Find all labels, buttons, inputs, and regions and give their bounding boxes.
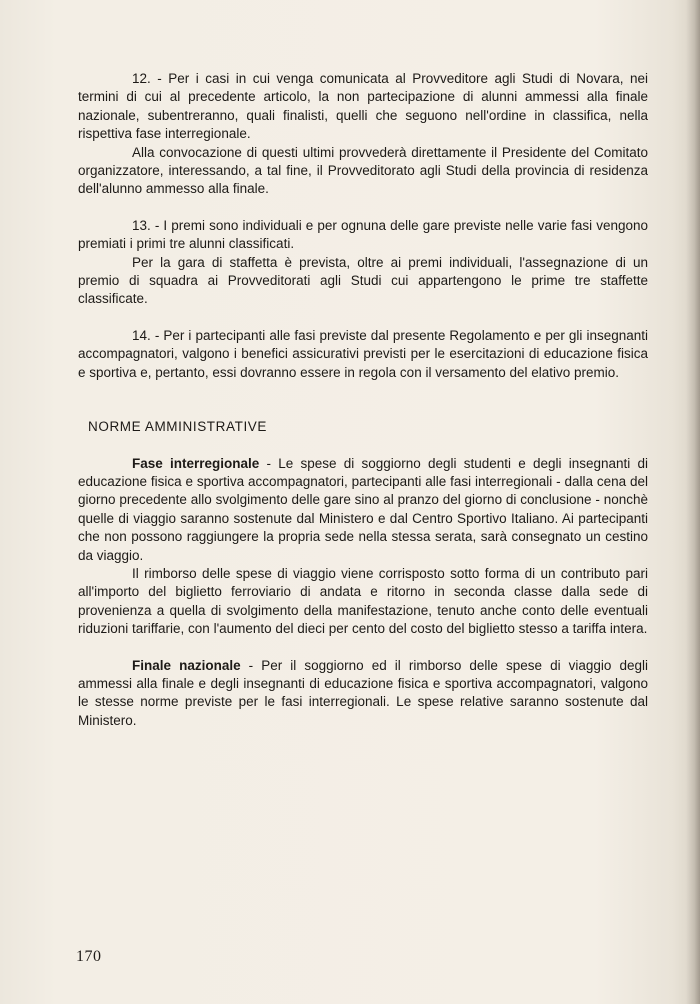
article-14 bbox=[78, 327, 648, 382]
national-label: Finale nazionale bbox=[132, 657, 241, 673]
article-12 bbox=[78, 70, 648, 199]
interregional-paragraph bbox=[78, 455, 648, 565]
article-14-paragraph: 14. - Per i partecipanti alle fasi previste dal presente Regolamento e per gli insegnanti accompagnatori, valgono i benefici assicurativi previsti per le esercitazioni di educazione fisica e sportiva e, pertanto, essi dovranno essere in regola con il versamento del elativo premio. bbox=[78, 327, 648, 380]
article-13 bbox=[78, 217, 648, 309]
national-section bbox=[78, 657, 648, 731]
page-number: 170 bbox=[76, 948, 102, 965]
document-body bbox=[78, 70, 648, 730]
interregional-label: Fase interregionale bbox=[132, 455, 260, 471]
national-paragraph bbox=[78, 657, 648, 731]
interregional-text: - Le spese di soggiorno degli studenti e degli insegnanti di educazione fisica e sportiva accompagnatori, partecipanti alle fasi interregionali - dalla cena del giorno precedente allo svolgimento delle gare sino al pranzo del giorno di conclusione - nonchè quelle di viaggio saranno sostenute dal Ministero e dal Centro Sportivo Italiano. Ai partecipanti che non possono raggiungere la propria sede nella stessa serata, sarà consegnato un cestino da viaggio. bbox=[78, 455, 648, 563]
binding-shadow bbox=[686, 0, 700, 1004]
article-13-relay-paragraph: Per la gara di staffetta è prevista, oltre ai premi individuali, l'assegnazione di un premio di squadra ai Provveditorati agli Studi cui appartengono le prime tre staffette classificate. bbox=[78, 254, 648, 307]
interregional-section bbox=[78, 455, 648, 639]
section-heading: NORME AMMINISTRATIVE bbox=[88, 419, 268, 435]
article-13-paragraph: 13. - I premi sono individuali e per ognuna delle gare previste nelle varie fasi vengono premiati i primi tre alunni classificati. bbox=[78, 217, 648, 252]
article-12-paragraph: 12. - Per i casi in cui venga comunicata al Provveditore agli Studi di Novara, nei termini di cui al precedente articolo, la non partecipazione di alunni ammessi alla finale nazionale, subentreranno, quali finalisti, quelli che seguono nell'ordine in classifica, nella rispettiva fase interregionale. bbox=[78, 71, 648, 142]
article-12-convocation-paragraph: Alla convocazione di questi ultimi provvederà direttamente il Presidente del Comitato organizzatore, interessando, a tal fine, il Provveditorato agli Studi della provincia di residenza dell'alunno ammesso alla finale. bbox=[78, 144, 648, 197]
reimbursement-paragraph: Il rimborso delle spese di viaggio viene corrisposto sotto forma di un contributo pari all'importo del biglietto ferroviario di andata e ritorno in seconda classe dalla sede di provenienza a quella di svolgimento della manifestazione, tenuto anche conto delle eventuali riduzioni tariffarie, con l'aumento del dieci per cento del costo del biglietto stesso a tariffa intera. bbox=[78, 565, 648, 637]
national-text: - Per il soggiorno ed il rimborso delle spese di viaggio degli ammessi alla finale e degli insegnanti di educazione fisica e sportiva accompagnatori, valgono le stesse norme previste per le fasi interregionali. Le spese relative saranno sostenute dal Ministero. bbox=[78, 657, 649, 728]
